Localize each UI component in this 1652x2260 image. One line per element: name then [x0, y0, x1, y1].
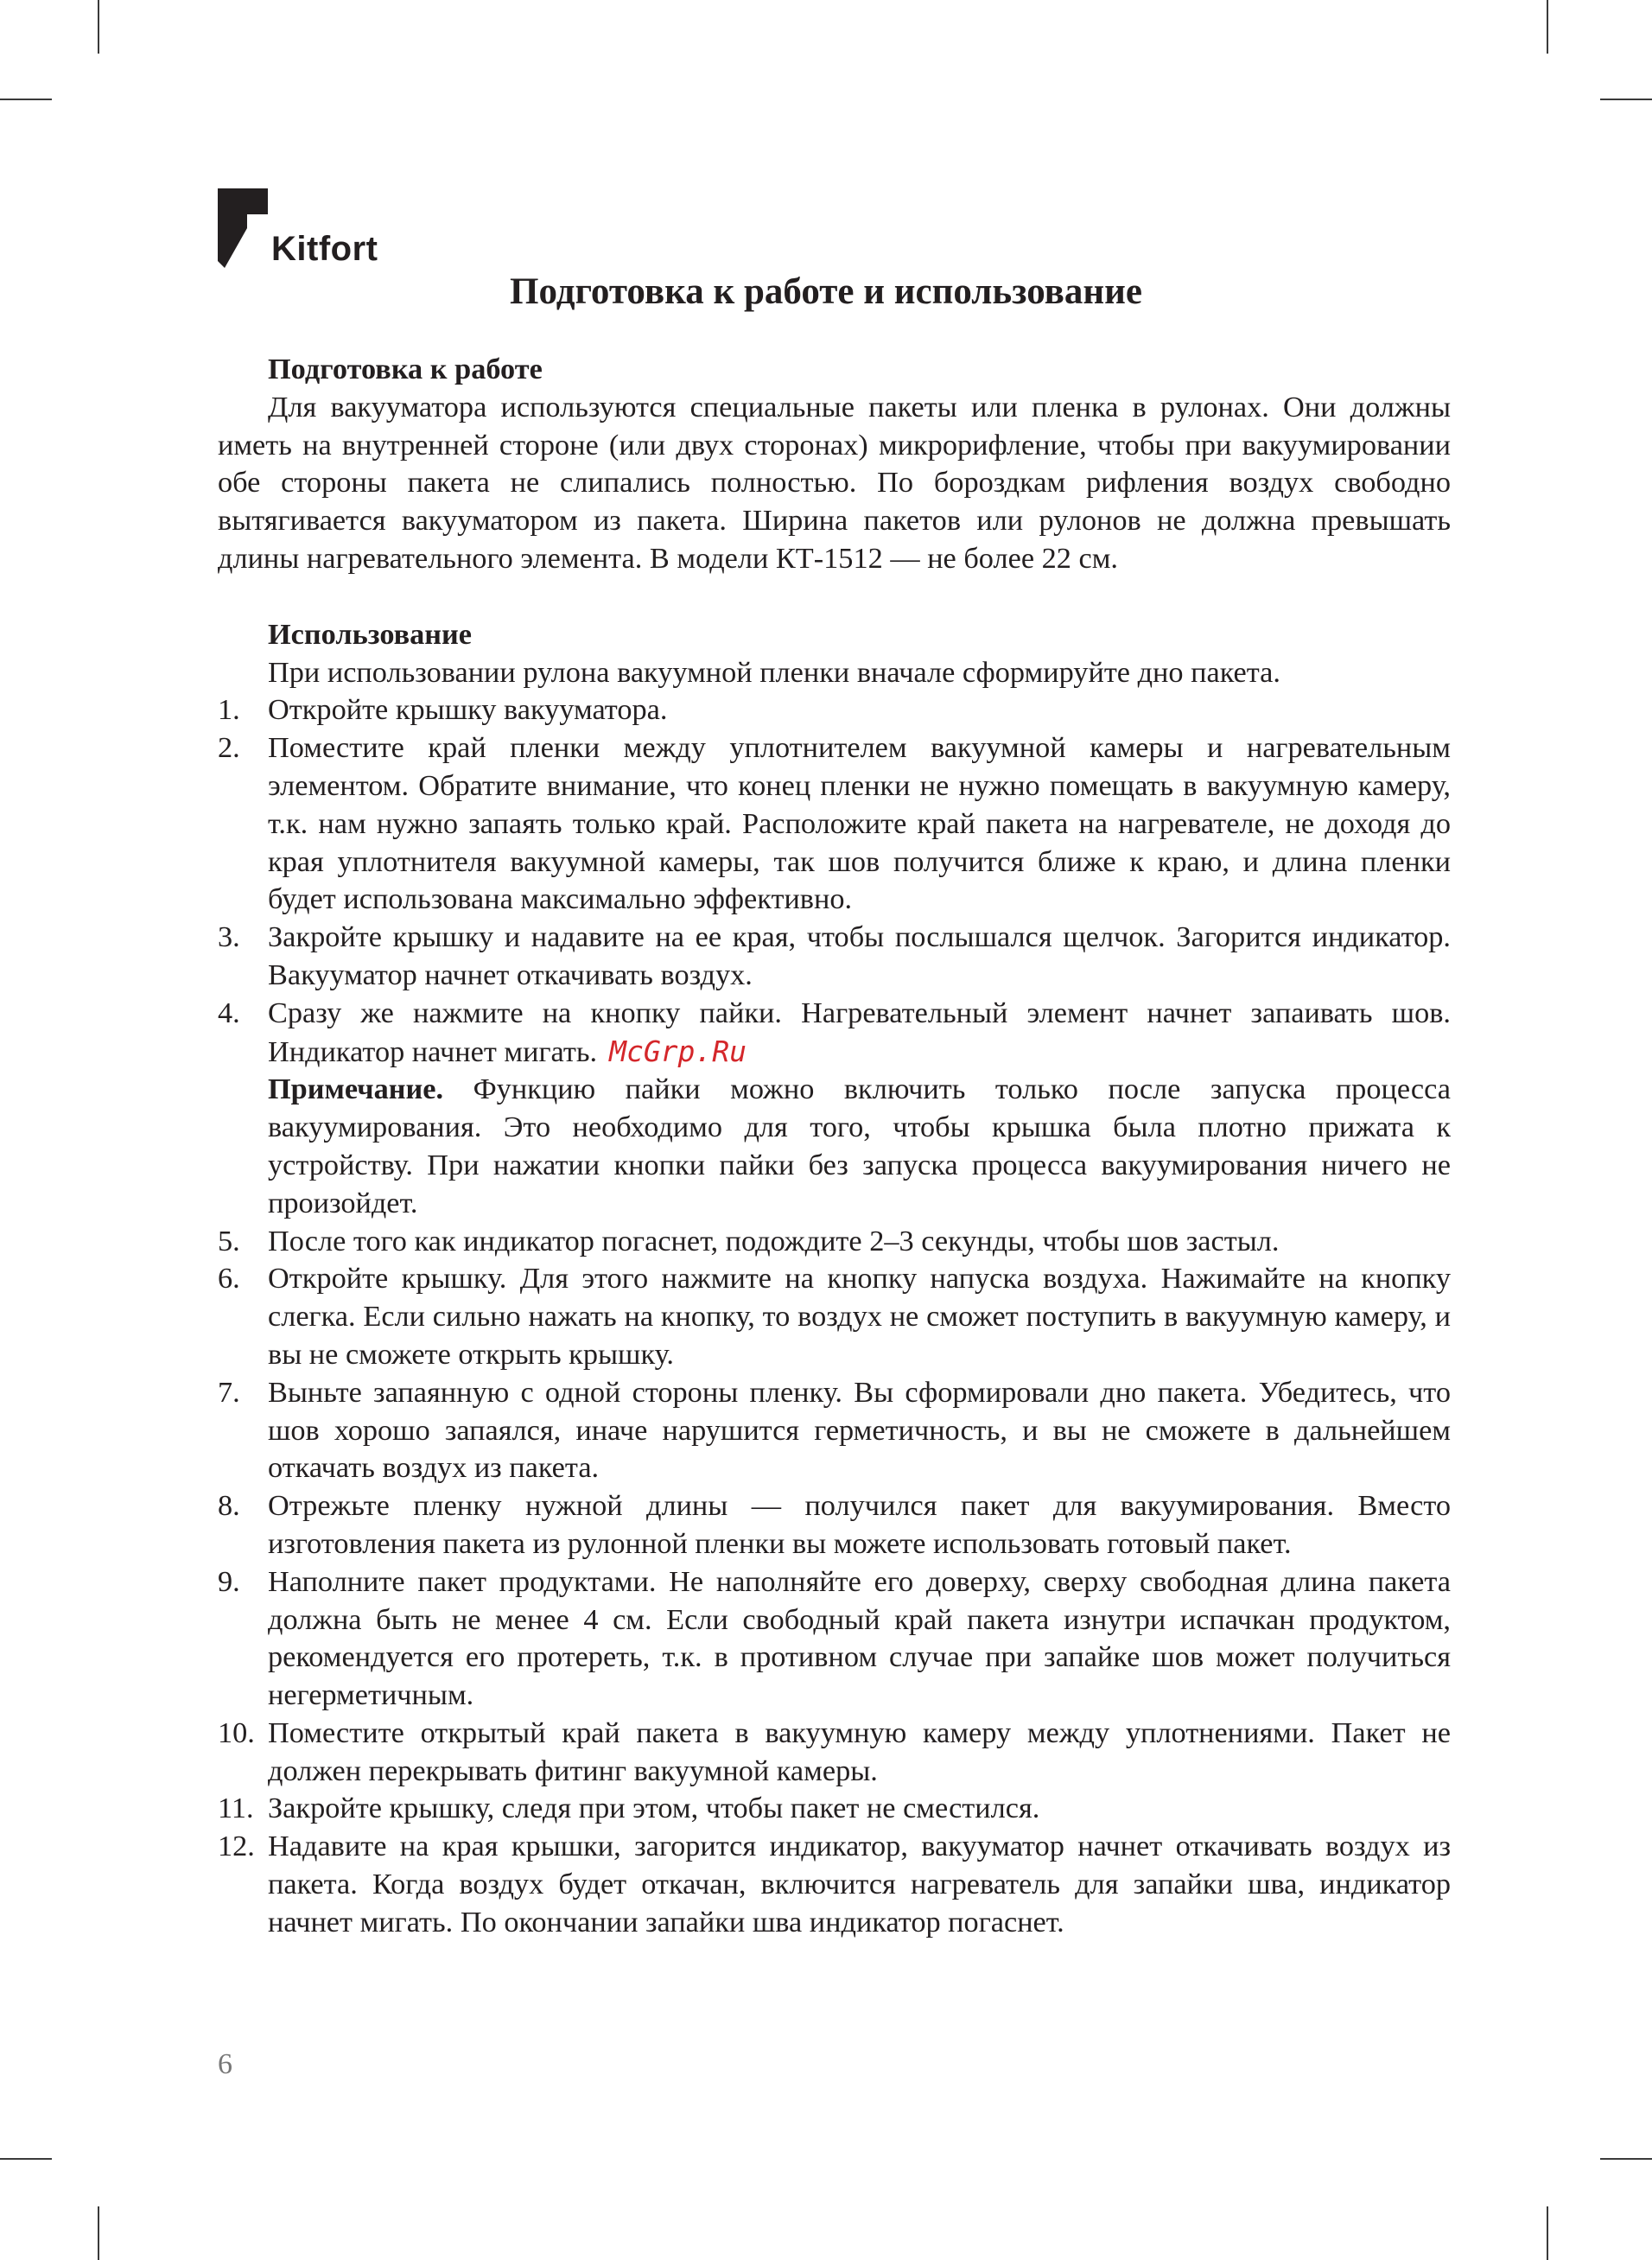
- crop-mark: [1547, 2206, 1548, 2260]
- step-number: 11.: [218, 1792, 254, 1825]
- crop-mark: [0, 2158, 52, 2160]
- page-title: Подготовка к работе и использование: [510, 271, 1142, 312]
- step-text: Закройте крышку и надавите на ее края, чтобы послышался щелчок. Загорится индикатор. Вакууматор начнет откачивать воздух.: [268, 920, 1451, 991]
- step-number: 8.: [218, 1489, 240, 1523]
- step-text: Отрежьте пленку нужной длины — получился пакет для вакуумирования. Вместо изготовления пакета из рулонной пленки вы можете использовать готовый пакет.: [268, 1489, 1451, 1560]
- usage-intro: При использовании рулона вакуумной пленки вначале сформируйте дно пакета.: [268, 655, 1280, 689]
- step-text: После того как индикатор погаснет, подождите 2–3 секунды, чтобы шов застыл.: [268, 1224, 1280, 1257]
- note-label: Примечание.: [268, 1073, 444, 1106]
- list-item: [218, 1260, 1451, 1373]
- step-text: Поместите край пленки между уплотнителем вакуумной камеры и нагревательным элементом. Обратите внимание, что конец пленки не нужно помещать в вакуумную камеру, т.к. нам нужно запаять только край. Расположите край пакета на нагревателе, не доходя до края уплотнителя вакуумной камеры, так шов получится ближе к краю, и длина пленки будет использована максимально эффективно.: [268, 731, 1451, 916]
- usage-steps: [218, 691, 1451, 1941]
- step-number: 2.: [218, 731, 240, 765]
- list-item: [218, 729, 1451, 919]
- step-text: Наполните пакет продуктами. Не наполняйте его доверху, сверху свободная длина пакета должна быть не менее 4 см. Если свободный край пакета изнутри испачкан продуктом, рекомендуется его протереть, т.к. в противном случае при запайке шов может получиться негерметичным.: [268, 1564, 1451, 1712]
- usage-section: [218, 616, 1451, 1942]
- crop-mark: [98, 2206, 99, 2260]
- watermark: McGrp.Ru: [609, 1034, 747, 1068]
- kitfort-logo-icon: [218, 188, 268, 268]
- list-item: [218, 691, 1451, 729]
- step-text: Надавите на края крышки, загорится индикатор, вакууматор начнет откачивать воздух из пакета. Когда воздух будет откачан, включится нагреватель для запайки шва, индикатор начнет мигать. По окончании запайки шва индикатор погаснет.: [268, 1830, 1451, 1939]
- crop-mark: [0, 99, 52, 100]
- crop-mark: [1547, 0, 1548, 54]
- page-number: 6: [218, 2048, 232, 2080]
- list-item: [218, 1715, 1451, 1791]
- step-number: 12.: [218, 1830, 255, 1863]
- list-item: [218, 995, 1451, 1223]
- preparation-heading: Подготовка к работе: [268, 353, 543, 385]
- step-text: Выньте запаянную с одной стороны пленку. Вы сформировали дно пакета. Убедитесь, что шов хорошо запаялся, иначе нарушится герметичность, и вы не сможете в дальнейшем откачать воздух из пакета.: [268, 1375, 1451, 1485]
- step-text: Закройте крышку, следя при этом, чтобы пакет не сместился.: [268, 1792, 1040, 1825]
- step-text-wrapper: [268, 995, 1451, 1072]
- list-item: [218, 1374, 1451, 1487]
- crop-mark: [98, 0, 99, 54]
- crop-mark: [1600, 2158, 1652, 2160]
- step-number: 5.: [218, 1224, 240, 1257]
- note: [268, 1071, 1451, 1222]
- list-item: [218, 1828, 1451, 1941]
- step-number: 9.: [218, 1564, 240, 1598]
- list-item: [218, 1563, 1451, 1715]
- document-body: [218, 351, 1451, 1942]
- list-item: [218, 919, 1451, 995]
- step-text: Откройте крышку вакууматора.: [268, 693, 668, 727]
- brand-name: Kitfort: [271, 230, 378, 268]
- list-item: [218, 1790, 1451, 1828]
- step-number: 4.: [218, 996, 240, 1029]
- step-text: Сразу же нажмите на кнопку пайки. Нагревательный элемент начнет запаивать шов. Индикатор начнет мигать.: [268, 996, 1451, 1068]
- note-text: Функцию пайки можно включить только после запуска процесса вакуумирования. Это необходимо для того, чтобы крышка была плотно прижата к устройству. При нажатии кнопки пайки без запуска процесса вакуумирования ничего не произойдет.: [268, 1073, 1451, 1219]
- step-number: 3.: [218, 920, 240, 954]
- crop-mark: [1600, 99, 1652, 100]
- usage-heading: Использование: [268, 617, 473, 651]
- preparation-section: [218, 351, 1451, 578]
- brand-logo: [218, 188, 378, 268]
- step-text: Поместите открытый край пакета в вакуумную камеру между уплотнениями. Пакет не должен перекрывать фитинг вакуумной камеры.: [268, 1716, 1451, 1787]
- step-number: 1.: [218, 693, 240, 727]
- step-text: Откройте крышку. Для этого нажмите на кнопку напуска воздуха. Нажимайте на кнопку слегка. Если сильно нажать на кнопку, то воздух не сможет поступить в вакуумную камеру, и вы не сможете открыть крышку.: [268, 1262, 1451, 1371]
- preparation-text: Для вакууматора используются специальные пакеты или пленка в рулонах. Они должны иметь на внутренней стороне (или двух сторонах) микрорифление, чтобы при вакуумировании обе стороны пакета не слипались полностью. По бороздкам рифления воздух свободно вытягивается вакууматором из пакета. Ширина пакетов или рулонов не должна превышать длины нагревательного элемента. В модели КТ-1512 — не более 22 см.: [218, 390, 1451, 575]
- step-number: 7.: [218, 1375, 240, 1409]
- list-item: [218, 1487, 1451, 1563]
- step-number: 6.: [218, 1262, 240, 1296]
- step-number: 10.: [218, 1716, 255, 1749]
- list-item: [218, 1223, 1451, 1261]
